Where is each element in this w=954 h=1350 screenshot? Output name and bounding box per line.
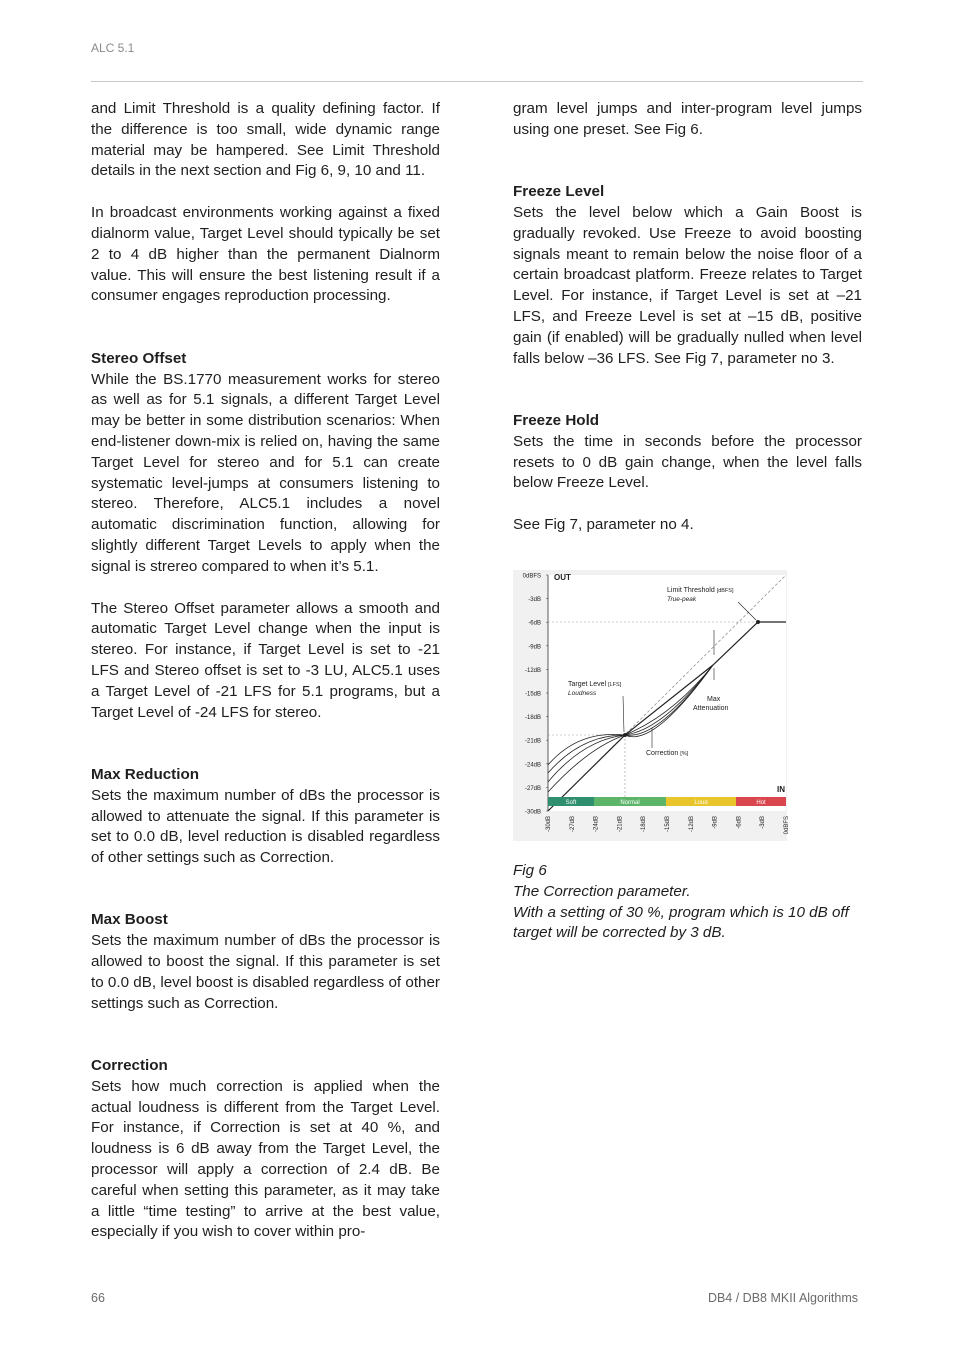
caption-title: The Correction parameter. [513, 882, 691, 900]
max-boost-heading: Max Boost [91, 911, 168, 929]
x-tick-label: -18dB [641, 815, 648, 832]
max-attenuation-label-1: Max [707, 695, 721, 703]
y-tick-label: -15dB [524, 691, 541, 698]
correction-figure [513, 570, 790, 841]
y-tick-label: -9dB [528, 644, 541, 651]
zone-loud-label: Loud [694, 799, 708, 806]
max-attenuation-label-2: Attenuation [693, 704, 729, 712]
freeze-level-heading: Freeze Level [513, 183, 605, 201]
zone-soft-label: Soft [565, 799, 577, 806]
y-tick-label: -12dB [524, 667, 541, 674]
max-reduction-heading: Max Reduction [91, 765, 200, 783]
doc-title: DB4 / DB8 MKII Algorithms [707, 1291, 858, 1305]
paragraph: Sets how much correction is applied when the actual loudness is different from the Target Level. For instance, if Correction is set at 40 %, and loudness is 6 dB away from the Target Level, the processor will apply a correction of 2.4 dB. Be careful when setting this parameter, as it may take a little “time testing” to arrive at the best value, especially if you wish to cover within pro- [91, 1077, 440, 1241]
paragraph: and Limit Threshold is a quality defining factor. If the difference is too small, wide dynamic range material may be hampered. See Limit Threshold details in the next section and Fig 6, 9, 10 and 11. [91, 100, 440, 180]
out-label: OUT [554, 572, 571, 582]
paragraph: gram level jumps and inter-program level jumps using one preset. See Fig 6. [513, 100, 862, 138]
y-tick-label: -21dB [524, 738, 541, 745]
correction-label: Correction [%] [646, 749, 689, 757]
in-label: IN [777, 784, 785, 794]
y-tick-label: -30dB [524, 809, 541, 816]
freeze-hold-heading: Freeze Hold [513, 411, 600, 429]
page-number: 66 [91, 1291, 105, 1305]
y-tick-label: -6dB [528, 620, 541, 627]
x-tick-label: -24dB [593, 815, 600, 832]
right-column [513, 99, 862, 944]
paragraph: The Stereo Offset parameter allows a smooth and automatic Target Level change when the input is stereo. For instance, if Target Level is set to -21 LFS and Stereo offset is set to -3 LU, ALC5.1 uses a Target Level of -21 LFS for 5.1 programs, but a Target Level of -24 LFS for stereo. [91, 599, 440, 721]
correction-heading: Correction [91, 1057, 168, 1075]
paragraph: Sets the level below which a Gain Boost is gradually revoked. Use Freeze to avoid boosting signals meant to remain below the noise floor of a certain broadcast platform. Freeze relates to Target Level. For instance, if Target Level is set at –21 LFS, and Freeze Level is set at –15 dB, positive gain (if enabled) will be gradually nulled when level falls below –36 LFS. See Fig 7, parameter no 3. [513, 203, 862, 367]
x-tick-label: -6dB [736, 815, 743, 829]
y-tick-label: -3dB [528, 597, 541, 604]
stereo-offset-heading: Stereo Offset [91, 349, 187, 367]
target-point [623, 733, 627, 737]
paragraph: Sets the maximum number of dBs the processor is allowed to boost the signal. If this parameter is set to 0.0 dB, level boost is disabled regardless of other settings such as Correction. [91, 932, 440, 1012]
x-tick-label: -30dB [546, 815, 552, 832]
x-tick-label: -3dB [760, 815, 767, 829]
x-tick-label: 0dBFS [784, 815, 790, 835]
x-tick-label: -12dB [688, 815, 695, 832]
header-rule [91, 81, 863, 82]
paragraph: See Fig 7, parameter no 4. [513, 516, 694, 534]
paragraph: While the BS.1770 measurement works for stereo as well as for 5.1 signals, a different Target Level may be better in some distribution scenarios: When end-listener down-mix is relied on, having the same Target Level for stereo and for 5.1 can create systematic level-jumps at consumers listening to stereo. Therefore, ALC5.1 includes a novel automatic discrimination function, allowing for slightly different Target Levels to apply when the signal is strereo compared to when it’s 5.1. [91, 370, 440, 575]
left-column [91, 99, 440, 1243]
caption-description: With a setting of 30 %, program which is 10 dB off target will be corrected by 3 dB. [513, 903, 849, 942]
limit-point [756, 620, 760, 624]
zone-normal-label: Normal [620, 799, 640, 806]
limit-threshold-label: Limit Threshold [dBFS] [667, 586, 734, 594]
x-tick-label: -21dB [617, 815, 624, 832]
paragraph: Sets the maximum number of dBs the processor is allowed to attenuate the signal. If this parameter is set to 0.0 dB, level reduction is disabled regardless of other settings such as Correction. [91, 786, 440, 867]
limit-threshold-sub: True-peak [667, 595, 697, 603]
y-tick-label: -27dB [524, 785, 541, 792]
caption-fig-number: Fig 6 [513, 861, 547, 879]
running-header: ALC 5.1 [91, 41, 135, 55]
x-tick-label: -9dB [712, 815, 719, 829]
y-tick-label: 0dBFS [522, 573, 541, 580]
y-tick-label: -18dB [524, 715, 541, 722]
target-level-label: Target Level [LFS] [568, 680, 622, 688]
x-tick-label: -15dB [665, 815, 671, 832]
x-tick-label: -27dB [569, 815, 576, 832]
paragraph: In broadcast environments working against a fixed dialnorm value, Target Level should typically be set 2 to 4 dB higher than the permanent Dialnorm value. This will ensure the best listening result if a consumer engages reproduction processing. [91, 204, 440, 305]
y-tick-label: -24dB [524, 762, 541, 769]
target-level-sub: Loudness [568, 689, 597, 697]
zone-hot-label: Hot [756, 799, 766, 806]
figure-caption [513, 861, 862, 944]
paragraph: Sets the time in seconds before the processor resets to 0 dB gain change, when the level falls below Freeze Level. [513, 432, 862, 492]
